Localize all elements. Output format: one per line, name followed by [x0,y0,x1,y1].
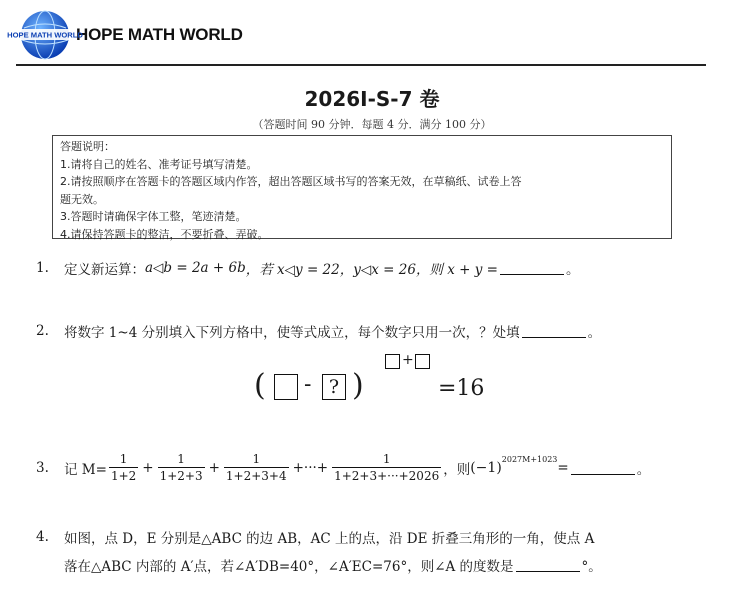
question-end: 。 [587,325,602,341]
condition-1: ，若 x◁y = 22 [245,262,340,278]
exponent-box[interactable] [415,354,430,369]
fill-box[interactable] [274,374,298,400]
globe-logo-icon [7,8,83,62]
answer-blank[interactable] [500,261,564,275]
question-text: 定义新运算： [64,262,145,278]
minus-sign: - [304,372,312,397]
instruction-item: 4.请保持答题卡的整洁，不要折叠、弄破。 [60,227,269,241]
fraction-term: $\frac{1}{1+2+3+\cdot\cdot\cdot+2026}$ [334,452,440,483]
condition-2: ，y◁x = 26 [339,262,416,278]
brand-logo [7,8,243,62]
question-number: 3. [36,459,49,476]
question-3 [36,452,650,483]
instruction-item: 2.请按照顺序在答题卡的答题区域内作答，超出答题区域书写的答案无效，在草稿纸、试卷上答 [60,175,522,188]
ellipsis-sum: +···+ [292,459,329,476]
operation-definition: a◁b = 2a + 6b [145,260,246,276]
brand-name: HOPE MATH WORLD [76,25,243,44]
instruction-item: 1.请将自己的姓名、准考证号填写清楚。 [60,157,258,171]
question-number: 2. [36,323,49,339]
exam-title: 2026I-S-7 卷 [304,87,440,111]
question-number: 1. [36,260,49,276]
question-ask: ，则 [443,461,471,478]
left-paren: ( [254,368,266,403]
fraction-term: $\frac{1}{1+2}$ [110,452,137,483]
question-mark-box[interactable] [322,374,346,400]
question-text: 落在△ABC 内部的 A′点，若∠A′DB=40°，∠A′EC=76°，则∠A 的度数是 [64,559,514,575]
equals-sign: = [557,459,569,476]
instructions-box [52,135,672,239]
question-end: °。 [581,559,602,575]
question-4-line-2 [64,555,602,575]
plus-sign: + [208,459,220,476]
answer-blank[interactable] [522,324,586,338]
equals-result: =16 [438,376,485,401]
right-paren: ) [352,368,364,403]
q2-expression [252,354,512,424]
answer-blank[interactable] [571,461,635,475]
question-text: 记 M= [64,461,107,478]
instruction-item: 3.答题时请确保字体工整，笔迹清楚。 [60,210,247,223]
question-number: 4. [36,529,49,545]
question-text: 如图，点 D，E 分别是△ABC 的边 AB，AC 上的点，沿 DE 折叠三角形的一角，使点 A [64,531,595,547]
fraction-term: $\frac{1}{1+2+3+4}$ [225,452,287,483]
power-base: (−1) [470,459,502,476]
question-end: 。 [565,262,580,278]
exam-subtitle: （答题时间 90 分钟．每题 4 分．满分 100 分） [252,118,492,131]
question-mark: ? [328,376,340,398]
plus-sign: + [142,459,154,476]
exponent-box[interactable] [385,354,400,369]
fraction-term: $\frac{1}{1+2+3}$ [159,452,203,483]
question-1 [36,258,579,278]
svg-text:HOPE MATH WORLD: HOPE MATH WORLD [7,30,83,40]
power-exponent: 2027M+1023 [501,455,558,464]
header-divider [16,64,706,66]
instruction-item: 题无效。 [60,192,104,206]
question-end: 。 [636,461,651,478]
question-4 [36,527,594,547]
question-ask: ，则 x + y = [415,262,498,278]
question-2 [36,321,601,341]
question-text: 将数字 1~4 分别填入下列方格中，使等式成立，每个数字只用一次，？处填 [64,325,520,341]
instructions-heading: 答题说明： [60,140,115,153]
answer-blank[interactable] [516,558,580,572]
exponent-plus: + [402,352,414,368]
